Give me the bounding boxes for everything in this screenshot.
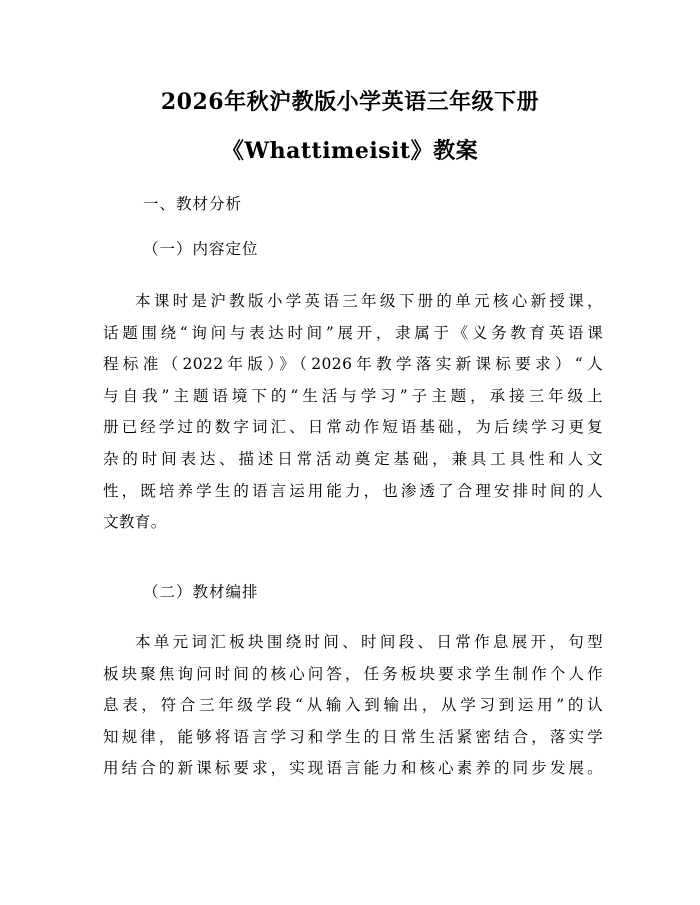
document-title-line-2: 《Whattimeisit》教案 [221,138,479,164]
paragraph-line: 册已经学过的数字词汇、日常动作短语基础，为后续学习更复 [103,418,603,437]
paragraph-content-positioning [103,286,603,539]
paragraph-line: 板块聚焦询问时间的核心问答，任务板块要求学生制作个人作 [103,664,603,683]
paragraph-line: 与自我”主题语境下的“生活与学习”子主题，承接三年级上 [103,386,603,405]
section-heading-textbook-analysis: 一、教材分析 [143,195,243,213]
paragraph-line: 程标准（2022年版）》（2026年教学落实新课标要求）“人 [103,355,603,374]
paragraph-line: 性，既培养学生的语言运用能力，也渗透了合理安排时间的人 [103,481,603,500]
paragraph-line: 话题围绕“询问与表达时间”展开，隶属于《义务教育英语课 [103,323,603,342]
paragraph-line: 知规律，能够将语言学习和学生的日常生活紧密结合，落实学 [103,727,603,746]
paragraph-line: 杂的时间表达、描述日常活动奠定基础，兼具工具性和人文 [103,449,603,468]
paragraph-textbook-arrangement [103,627,603,785]
paragraph-line: 用结合的新课标要求，实现语言能力和核心素养的同步发展。 [103,759,603,778]
subsection-heading-textbook-arrangement: （二）教材编排 [143,583,259,601]
paragraph-line: 文教育。 [103,513,167,532]
paragraph-line: 息表，符合三年级学段“从输入到输出，从学习到运用”的认 [103,696,603,715]
subsection-heading-content-positioning: （一）内容定位 [143,240,259,258]
paragraph-line: 本单元词汇板块围绕时间、时间段、日常作息展开，句型 [135,633,603,651]
document-title-line-1: 2026年秋沪教版小学英语三年级下册 [160,89,540,115]
paragraph-line: 本课时是沪教版小学英语三年级下册的单元核心新授课， [135,292,603,310]
